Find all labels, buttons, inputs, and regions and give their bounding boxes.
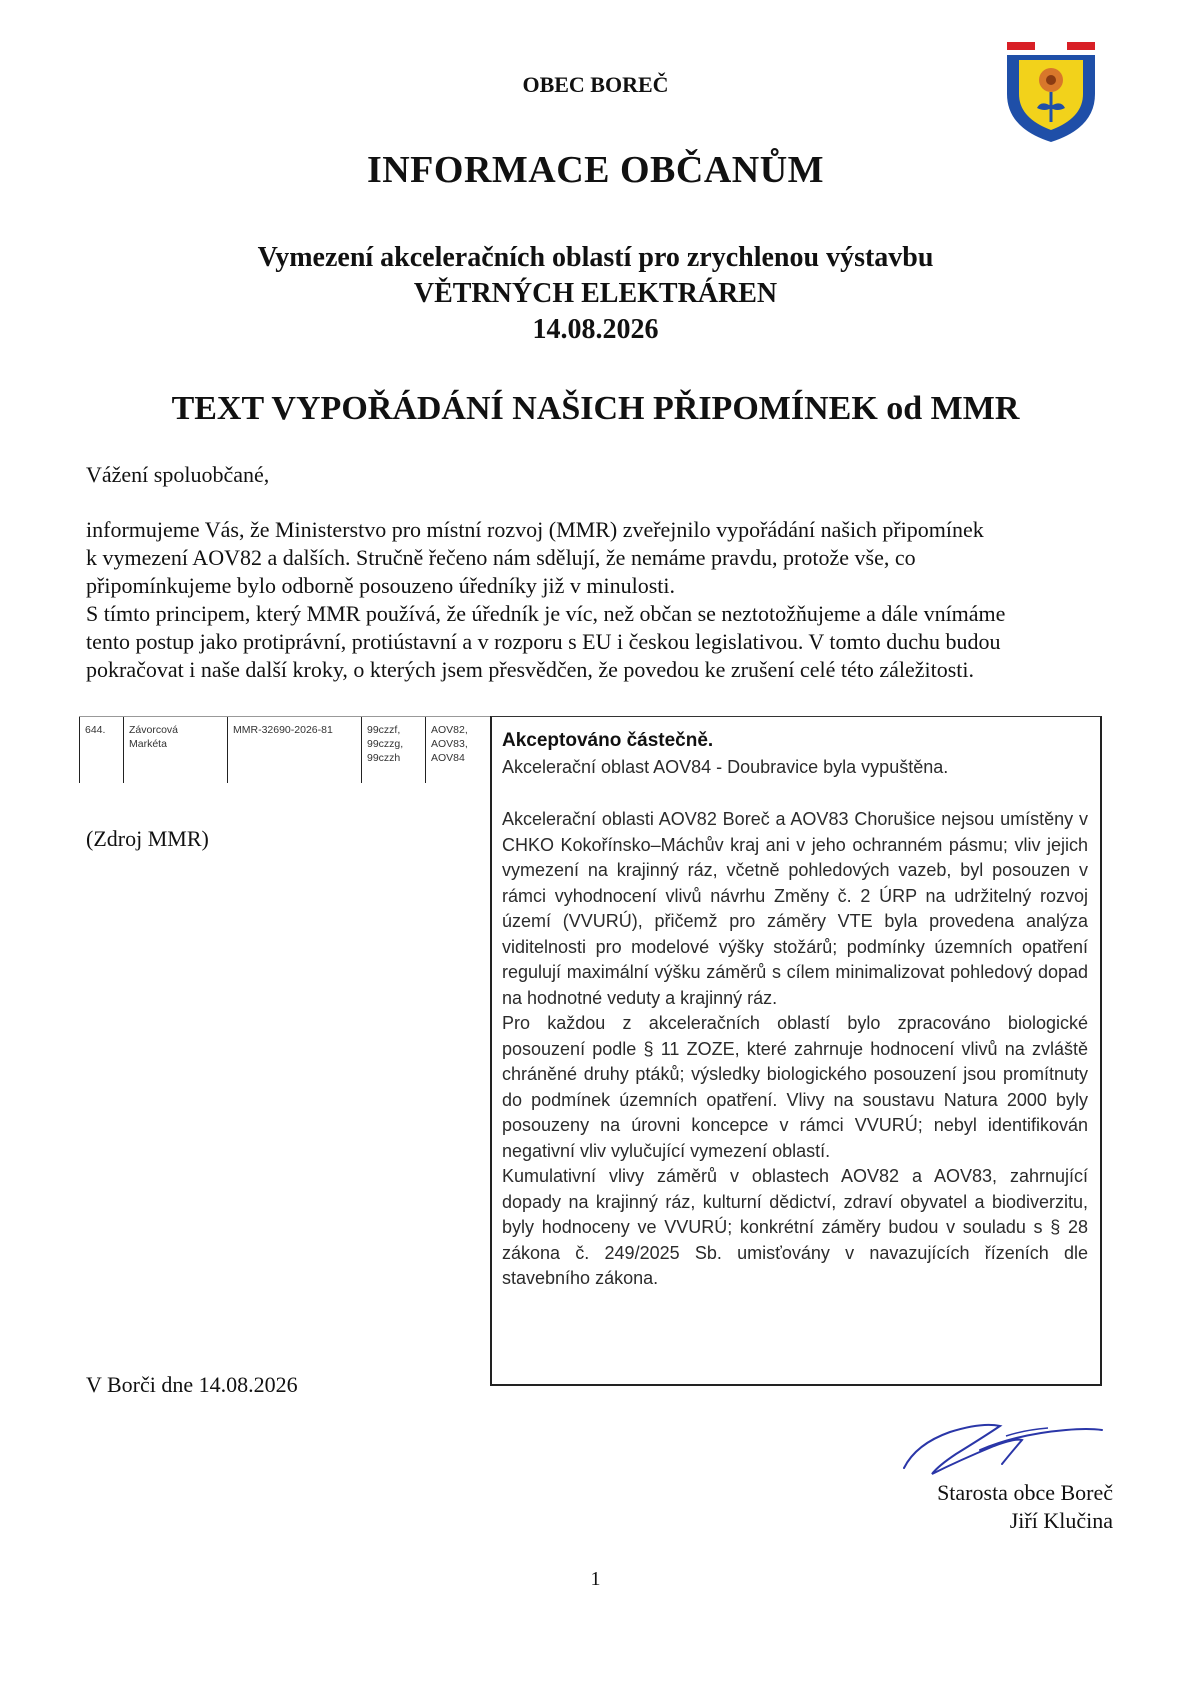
signer-role: Starosta obce Boreč xyxy=(937,1480,1113,1505)
table-cell-reference xyxy=(227,717,361,783)
table-cell-name xyxy=(123,717,227,783)
cell-text: 99czzh xyxy=(367,752,401,764)
decision-status: Akceptováno částečně. xyxy=(502,730,714,751)
cell-text: Závorcová xyxy=(129,724,179,736)
signature-icon xyxy=(898,1408,1108,1488)
table-cell-areas xyxy=(425,717,490,783)
subtitle-date: 14.08.2026 xyxy=(532,314,659,345)
page-number: 1 xyxy=(590,1568,601,1590)
signer-name: Jiří Klučina xyxy=(1009,1508,1113,1533)
decision-removed-note: Akcelerační oblast AOV84 - Doubravice byla vypuštěna. xyxy=(502,757,949,777)
decision-paragraph: Pro každou z akceleračních oblastí bylo zpracováno biologické posouzení podle § 11 ZOZE, které zahrnuje hodnocení vlivů na zvláště chráněné druhy ptáků; výsledky biologického posouzení jsou promítnuty do podmínek územních opatření. Vlivy na soustavu Natura 2000 byly posouzeny na úrovni koncepce v rámci VVURÚ; nebyl identifikován negativní vliv vylučující vymezení oblastí. xyxy=(502,1013,1088,1161)
place-and-date: V Borči dne 14.08.2026 xyxy=(86,1372,298,1397)
body-line: připomínkujeme bylo odborně posouzeno úředníky již v minulosti. xyxy=(86,573,676,598)
source-note: (Zdroj MMR) xyxy=(86,826,209,851)
excerpt-table xyxy=(79,716,490,783)
municipality-name: OBEC BOREČ xyxy=(522,72,669,97)
decision-text xyxy=(502,807,1088,1292)
greeting: Vážení spoluobčané, xyxy=(86,462,270,487)
cell-text: AOV83, xyxy=(431,738,468,750)
cell-text: Markéta xyxy=(129,738,167,750)
coat-of-arms-icon xyxy=(997,36,1105,146)
table-cell-number xyxy=(79,717,123,783)
cell-text: AOV82, xyxy=(431,724,468,736)
body-line: informujeme Vás, že Ministerstvo pro místní rozvoj (MMR) zveřejnilo vypořádání našich připomínek xyxy=(86,517,984,542)
cell-text: 644. xyxy=(85,724,106,736)
letter-body xyxy=(86,516,1126,684)
cell-text: MMR-32690-2026-81 xyxy=(233,724,333,736)
decision-excerpt xyxy=(490,716,1102,1386)
page-title: INFORMACE OBČANŮM xyxy=(366,149,825,191)
subtitle-line-1: Vymezení akceleračních oblastí pro zrychlenou výstavbu xyxy=(257,242,934,273)
body-line: tento postup jako protiprávní, protiústavní a v rozporu s EU i českou legislativou. V tomto duchu budou xyxy=(86,629,1001,654)
body-line: k vymezení AOV82 a dalších. Stručně řečeno nám sdělují, že nemáme pravdu, protože vše, co xyxy=(86,545,916,570)
subtitle-line-2: VĚTRNÝCH ELEKTRÁREN xyxy=(413,278,778,309)
body-line: S tímto principem, který MMR používá, že úředník je víc, než občan se neztotožňujeme a dále vnímáme xyxy=(86,601,1006,626)
cell-text: AOV84 xyxy=(431,752,465,764)
cell-text: 99czzf, xyxy=(367,724,401,736)
table-cell-codes xyxy=(361,717,425,783)
body-line: pokračovat i naše další kroky, o kterých jsem přesvědčen, že povedou ke zrušení celé této záležitosti. xyxy=(86,657,975,682)
cell-text: 99czzg, xyxy=(367,738,404,750)
decision-paragraph: Akcelerační oblasti AOV82 Boreč a AOV83 Chorušice nejsou umístěny v CHKO Kokořínsko–Máchův kraj ani v jeho ochranném pásmu; vliv jejich vymezení na krajinný ráz, včetně pohledových vazeb, byl posouzen v rámci vyhodnocení vlivů návrhu Změny č. 2 ÚRP na udržitelný rozvoj území (VVURÚ), přičemž pro záměry VTE byla provedena analýza viditelnosti pro modelové výšky stožárů; podmínky územních opatření regulují maximální výšku záměrů s cílem minimalizovat pohledový dopad na hodnotné veduty a krajinný ráz. xyxy=(502,809,1088,1008)
section-heading: TEXT VYPOŘÁDÁNÍ NAŠICH PŘIPOMÍNEK od MMR xyxy=(171,390,1020,427)
decision-paragraph: Kumulativní vlivy záměrů v oblastech AOV82 a AOV83, zahrnující dopady na krajinný ráz, kulturní dědictví, zdraví obyvatel a biodiverzitu, byly hodnoceny ve VVURÚ; konkrétní záměry budou v souladu s § 28 zákona č. 249/2025 Sb. umisťovány v navazujících řízeních dle stavebního zákona. xyxy=(502,1166,1088,1288)
